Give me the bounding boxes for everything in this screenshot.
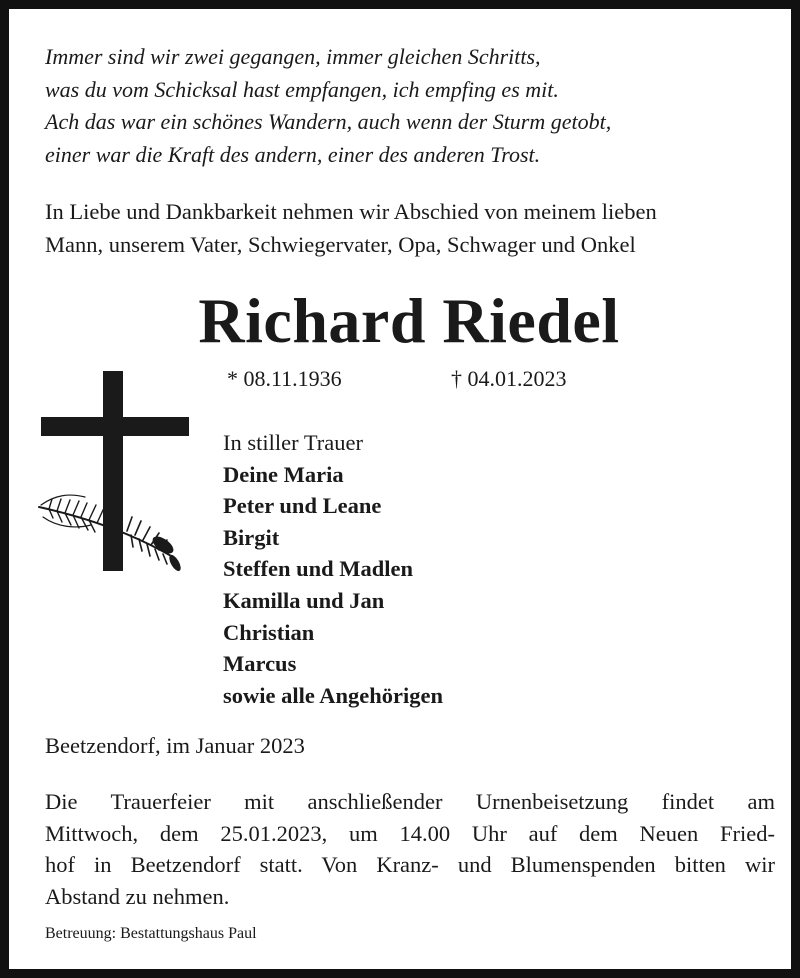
ceremony-notice	[45, 786, 775, 912]
poem-line: Ach das war ein schönes Wandern, auch wenn der Sturm getobt,	[45, 109, 612, 134]
funeral-home-credit: Betreuung: Bestattungshaus Paul	[45, 925, 257, 942]
mourners-list	[223, 427, 443, 711]
intro-text	[45, 195, 785, 261]
poem	[45, 41, 785, 171]
ceremony-line: hof in Beetzendorf statt. Von Kranz- und Blumenspenden bitten wir	[45, 852, 775, 877]
deceased-name: Richard Riedel	[198, 285, 620, 356]
mourner-name: Peter und Leane	[223, 493, 382, 519]
mourner-name: Marcus	[223, 651, 297, 677]
mourner-name: Steffen und Madlen	[223, 556, 414, 582]
death-date: † 04.01.2023	[451, 366, 567, 391]
ceremony-line: Die Trauerfeier mit anschließender Urnenbeisetzung findet am	[45, 789, 775, 814]
mourner-name: Kamilla und Jan	[223, 587, 385, 613]
mourners-heading: In stiller Trauer	[223, 430, 363, 455]
intro-line: In Liebe und Dankbarkeit nehmen wir Abschied von meinem lieben	[45, 199, 657, 224]
ceremony-line: Mittwoch, dem 25.01.2023, um 14.00 Uhr auf dem Neuen Fried-	[45, 820, 775, 846]
cross-with-palm-branch-icon	[35, 367, 205, 577]
ceremony-line: Abstand zu nehmen.	[45, 883, 230, 909]
mourner-name: Deine Maria	[223, 461, 344, 487]
birth-date: * 08.11.1936	[227, 366, 342, 391]
place-date: Beetzendorf, im Januar 2023	[45, 733, 305, 758]
mourner-name: Christian	[223, 619, 315, 645]
poem-line: was du vom Schicksal hast empfangen, ich empfing es mit.	[45, 76, 559, 102]
mourner-name: sowie alle Angehörigen	[223, 682, 443, 708]
mourner-name: Birgit	[223, 524, 280, 550]
poem-line: Immer sind wir zwei gegangen, immer gleichen Schritts,	[45, 44, 541, 69]
intro-line: Mann, unserem Vater, Schwiegervater, Opa, Schwager und Onkel	[45, 232, 636, 257]
poem-line: einer war die Kraft des andern, einer des anderen Trost.	[45, 141, 541, 167]
